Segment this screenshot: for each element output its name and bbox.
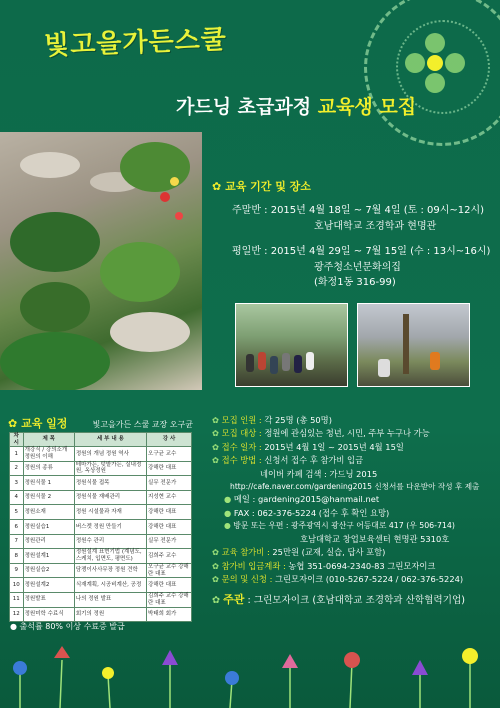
- table-row: [10, 607, 192, 622]
- table-cell: 정원식물 접목: [74, 476, 146, 491]
- recruit-row: ✿ 모집 인원 : 각 25명 (총 50명): [212, 415, 332, 425]
- table-cell: 1: [10, 447, 24, 462]
- col-header: 강 사: [147, 433, 192, 447]
- table-cell: 지성현 교수: [147, 490, 192, 505]
- bottom-flower-decoration: [0, 640, 500, 708]
- table-cell: 정원의 개념 정원 역사: [74, 447, 146, 462]
- info-section: [212, 414, 497, 609]
- table-cell: 강해란 대표: [147, 519, 192, 534]
- table-cell: 김희주 교수 강해란 대표: [147, 592, 192, 607]
- title-highlight: 교육생 모집: [317, 96, 417, 118]
- school-title: 빛고을가든스쿨: [43, 24, 228, 62]
- table-cell: 8: [10, 549, 24, 564]
- table-cell: 정원식물 재배관리: [74, 490, 146, 505]
- table-cell: 오구균 교수: [147, 447, 192, 462]
- table-cell: 담쟁이사사무장 정원 견학: [74, 563, 146, 578]
- table-cell: 실무 전문가: [147, 476, 192, 491]
- table-cell: 정원실습2: [23, 563, 74, 578]
- method-row: ✿ 접수 방법 : 신청서 접수 후 참가비 입금: [212, 455, 364, 466]
- table-row: [10, 461, 192, 476]
- table-cell: 정원식물 2: [23, 490, 74, 505]
- contact-row: ✿ 문의 및 신청 : 그린모자이크 (010-5267-5224 / 062-376-5224): [212, 574, 464, 585]
- table-cell: 정원소재: [23, 505, 74, 520]
- flower-icon: [400, 28, 470, 98]
- fee-row: ✿ 교육 참가비 : 25만원 (교재, 실습, 답사 포함): [212, 547, 386, 558]
- table-cell: 나의 정원 발표: [74, 592, 146, 607]
- table-cell: 정원미학 수료식: [23, 607, 74, 622]
- col-header: 제 목: [23, 433, 74, 447]
- target-row: ✿ 모집 대상 : 정원에 관심있는 청년, 시민, 주부 누구나 가능: [212, 428, 430, 439]
- table-cell: 정원설계2: [23, 578, 74, 593]
- table-cell: 정원실습1: [23, 519, 74, 534]
- table-row: [10, 505, 192, 520]
- schedule-table: [9, 432, 192, 622]
- page-title: [176, 92, 416, 119]
- table-header-row: [10, 433, 192, 447]
- table-cell: 9: [10, 563, 24, 578]
- weekday-place: 광주청소년문화의집: [314, 261, 401, 273]
- fax-row: ● FAX : 062-376-5224 (접수 후 확인 요망): [224, 507, 390, 518]
- visit-row-2: 호남대학교 창업보육센터 현명관 5310호: [300, 533, 450, 544]
- table-cell: 정원식물 1: [23, 476, 74, 491]
- table-cell: 10: [10, 578, 24, 593]
- period-section: [212, 178, 492, 291]
- host-row: ✿ 주관 : 그린모자이크 (호남대학교 조경학과 산학협력기업): [212, 592, 465, 606]
- col-header: 차시: [10, 433, 24, 447]
- weekend-class: 주말반 : 2015년 4월 18일 ~ 7월 4일 (토 : 09시~12시): [232, 205, 485, 217]
- table-cell: 정원관리: [23, 534, 74, 549]
- table-cell: 버스켓 정원 만들기: [74, 519, 146, 534]
- garden-photo: [0, 132, 202, 390]
- table-cell: 7: [10, 534, 24, 549]
- table-cell: 4: [10, 490, 24, 505]
- table-cell: 강해란 대표: [147, 461, 192, 476]
- table-row: [10, 476, 192, 491]
- table-row: [10, 519, 192, 534]
- cafe-row: 네이버 카페 검색 : 가드닝 2015: [260, 468, 378, 479]
- table-cell: 12: [10, 607, 24, 622]
- table-cell: 회기의 정원: [74, 607, 146, 622]
- schedule-heading: ✿ 교육 일정: [8, 417, 68, 430]
- table-row: [10, 592, 192, 607]
- weekend-place: 호남대학교 조경학과 현명관: [314, 220, 437, 232]
- table-cell: 정원발표: [23, 592, 74, 607]
- table-row: [10, 447, 192, 462]
- table-cell: 박태희 회가: [147, 607, 192, 622]
- visit-row: ● 방문 또는 우편 : 광주광역시 광산구 어등대로 417 (우 506-714): [224, 521, 455, 531]
- table-cell: 정원수 관리: [74, 534, 146, 549]
- table-row: [10, 549, 192, 564]
- table-cell: 실무 전문가: [147, 534, 192, 549]
- table-cell: 오구균 교수 강해란 대표: [147, 563, 192, 578]
- table-row: [10, 490, 192, 505]
- table-cell: 2: [10, 461, 24, 476]
- weekday-address: (화정1동 316-99): [314, 277, 396, 289]
- table-cell: 11: [10, 592, 24, 607]
- field-photo-2: [357, 303, 470, 387]
- account-row: ✿ 참가비 입금계좌 : 농협 351-0694-2340-83 그린모자이크: [212, 560, 436, 571]
- table-cell: 3: [10, 476, 24, 491]
- table-cell: 강해란 대표: [147, 578, 192, 593]
- table-cell: 강해란 대표: [147, 505, 192, 520]
- table-cell: 5: [10, 505, 24, 520]
- table-row: [10, 563, 192, 578]
- title-main: 가드닝 초급과정: [176, 96, 312, 118]
- table-cell: 정원의 종류: [23, 461, 74, 476]
- field-photo-1: [235, 303, 348, 387]
- table-cell: 6: [10, 519, 24, 534]
- period-row: ✿ 접수 일자 : 2015년 4월 1일 ~ 2015년 4월 15일: [212, 441, 404, 452]
- schedule-heading-row: [8, 415, 203, 433]
- email-row: ● 메일 : gardening2015@hanmail.net: [224, 494, 380, 505]
- table-cell: 식재계획, 시공비계산, 공정: [74, 578, 146, 593]
- table-cell: 테마가든, 텃밭가든, 실내정원, 옥상정원: [74, 461, 146, 476]
- table-cell: 정원설계1: [23, 549, 74, 564]
- schedule-footnote: ● 출석률 80% 이상 수료증 발급: [10, 622, 125, 631]
- table-cell: 정원설계 표현기법 (계념도, 스케치, 입면도, 평면도): [74, 549, 146, 564]
- table-row: [10, 534, 192, 549]
- period-heading: ✿ 교육 기간 및 장소: [212, 180, 311, 193]
- weekday-class: 평일반 : 2015년 4월 29일 ~ 7월 15일 (수 : 13시~16시): [232, 246, 491, 258]
- url-row: http://cafe.naver.com/gardening2015 신청서를 다운받아 작성 후 제출: [230, 482, 480, 492]
- schedule-note: 빛고을가든 스쿨 교장 오구균: [92, 420, 193, 429]
- col-header: 세 부 내 용: [74, 433, 146, 447]
- table-cell: 정원 시설물과 자재: [74, 505, 146, 520]
- table-row: [10, 578, 192, 593]
- table-cell: 김희주 교수: [147, 549, 192, 564]
- table-cell: 개강식 / 강의소개 정원의 이해: [23, 447, 74, 462]
